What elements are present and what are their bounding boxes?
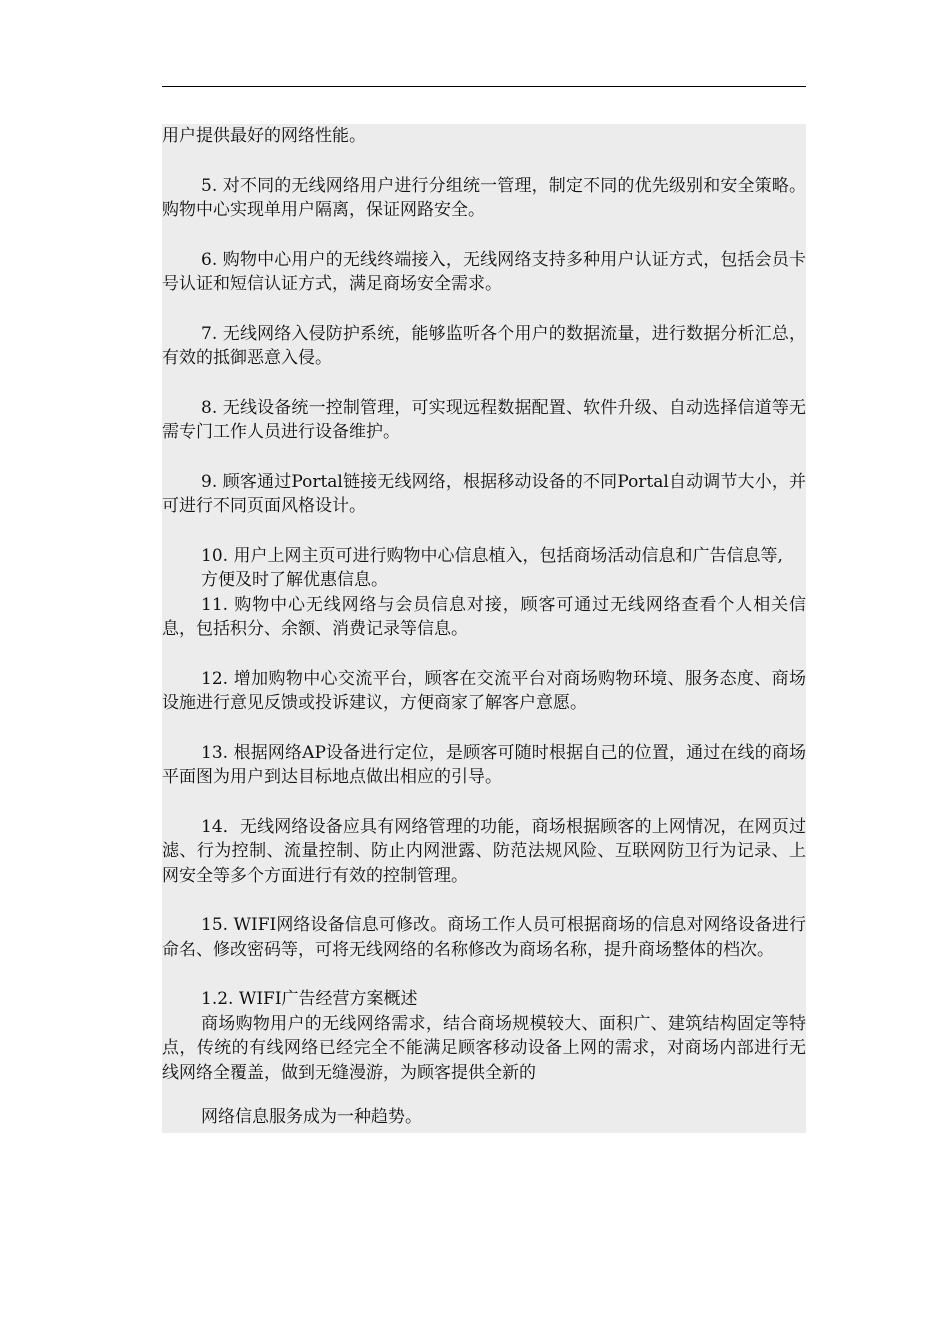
paragraph: 网络信息服务成为一种趋势。 — [201, 1107, 422, 1127]
paragraph: 14．无线网络设备应具有网络管理的功能，商场根据顾客的上网情况，在网页过滤、行为控制、流量控制、防止内网泄露、防范法规风险、互联网防卫行为记录、上网安全等多个方面进行有效的控制管理。 — [162, 816, 806, 886]
paragraph: 12. 增加购物中心交流平台，顾客在交流平台对商场购物环境、服务态度、商场设施进行意见反馈或投诉建议，方便商家了解客户意愿。 — [162, 668, 806, 713]
paragraph: 9. 顾客通过Portal链接无线网络，根据移动设备的不同Portal自动调节大小，并可进行不同页面风格设计。 — [162, 471, 806, 516]
header-rule — [162, 86, 806, 87]
paragraph: 15. WIFI网络设备信息可修改。商场工作人员可根据商场的信息对网络设备进行命名、修改密码等，可将无线网络的名称修改为商场名称，提升商场整体的档次。 — [162, 915, 806, 960]
paragraph: 13. 根据网络AP设备进行定位，是顾客可随时根据自己的位置，通过在线的商场平面图为用户到达目标地点做出相应的引导。 — [162, 742, 806, 787]
paragraph: 6. 购物中心用户的无线终端接入，无线网络支持多种用户认证方式，包括会员卡号认证和短信认证方式，满足商场安全需求。 — [162, 249, 806, 294]
section-heading: 1.2. WIFI广告经营方案概述 — [201, 989, 418, 1009]
paragraph: 10. 用户上网主页可进行购物中心信息植入，包括商场活动信息和广告信息等, — [201, 545, 783, 566]
paragraph: 5. 对不同的无线网络用户进行分组统一管理，制定不同的优先级别和安全策略。购物中心实现单用户隔离，保证网路安全。 — [162, 175, 806, 220]
paragraph: 商场购物用户的无线网络需求，结合商场规模较大、面积广、建筑结构固定等特点，传统的有线网络已经完全不能满足顾客移动设备上网的需求，对商场内部进行无线网络全覆盖，做到无缝漫游，为顾客提供全新的 — [162, 1013, 806, 1083]
paragraph: 方便及时了解优惠信息。 — [201, 570, 388, 590]
document-body — [162, 124, 806, 1133]
paragraph: 8. 无线设备统一控制管理，可实现远程数据配置、软件升级、自动选择信道等无需专门工作人员进行设备维护。 — [162, 397, 806, 442]
paragraph: 用户提供最好的网络性能。 — [162, 126, 366, 146]
paragraph: 7. 无线网络入侵防护系统，能够监听各个用户的数据流量，进行数据分析汇总，有效的抵御恶意入侵。 — [162, 323, 806, 368]
paragraph: 11. 购物中心无线网络与会员信息对接，顾客可通过无线网络查看个人相关信息，包括积分、余额、消费记录等信息。 — [162, 594, 806, 639]
